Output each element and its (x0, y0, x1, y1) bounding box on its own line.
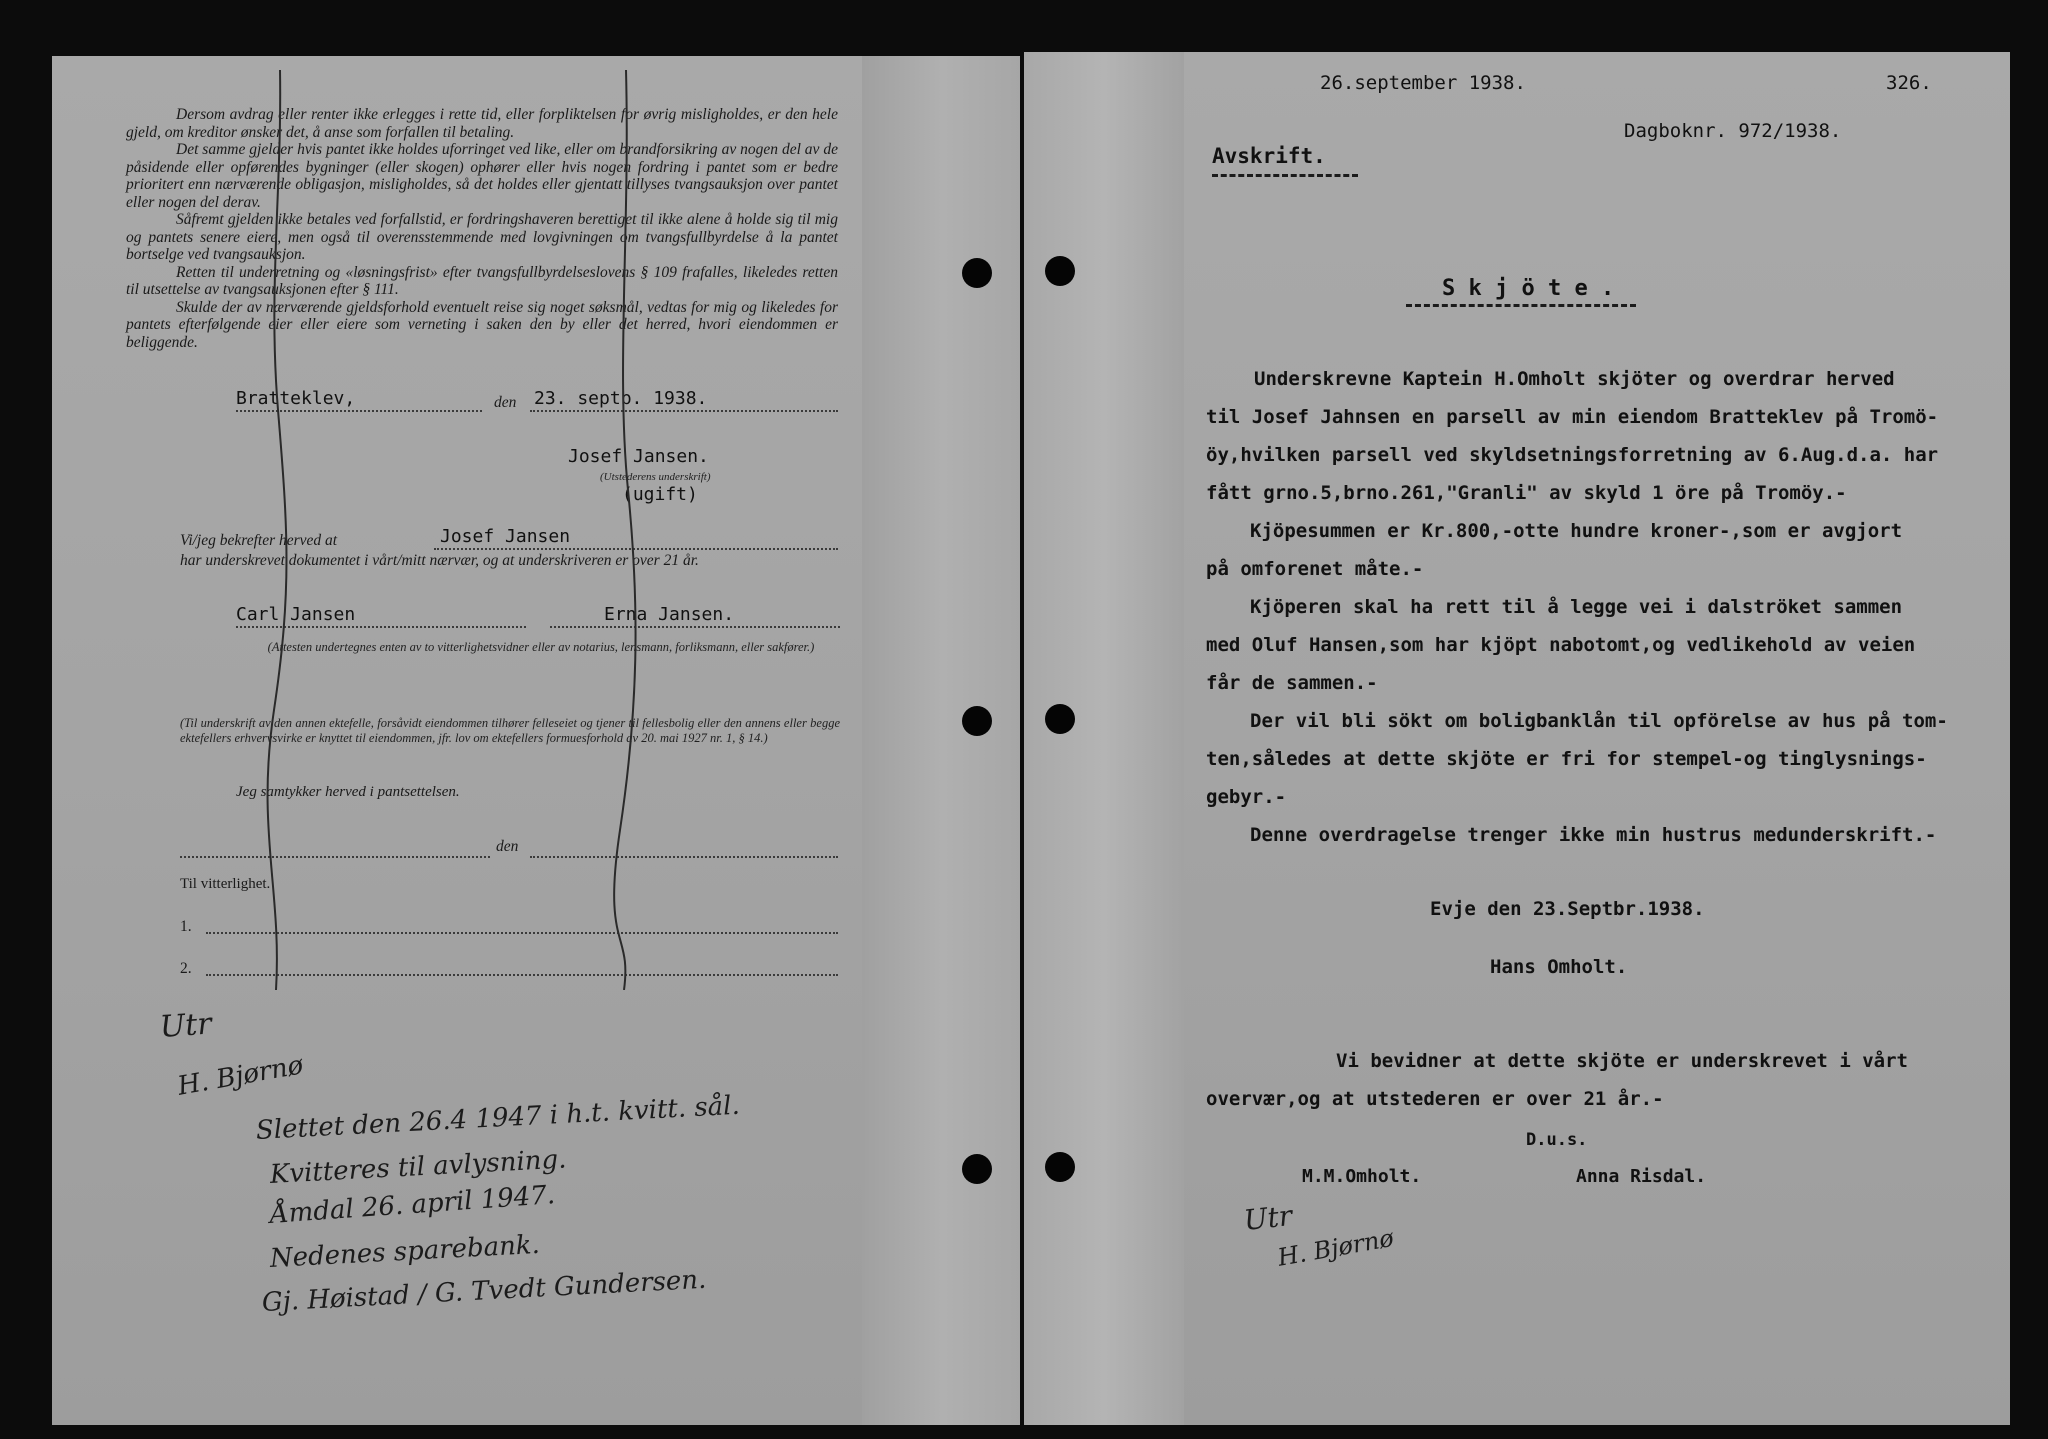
handwritten-note: Kvitteres til avlysning. (269, 1144, 568, 1190)
consent-text: Jeg samtykker herved i pantsettelsen. (236, 784, 460, 800)
right-page-margin (1024, 52, 1184, 1425)
body-line: Kjöperen skal ha rett til å legge vei i dalströket sammen (1250, 596, 1903, 618)
witness-number: 2. (180, 960, 192, 977)
document-title: S k j ö t e . (1442, 276, 1615, 301)
attest-note: (Attesten undertegnes enten av to vitterlighetsvidner eller av notarius, lensmann, forliksmann, eller sakfører.) (267, 640, 815, 654)
signer-name: Josef Jansen. (568, 446, 709, 467)
witness-number: 1. (180, 918, 192, 935)
body-line: Underskrevne Kaptein H.Omholt skjöter og overdrar herved (1254, 368, 1895, 390)
body-line: på omforenet måte.- (1206, 558, 1424, 580)
handwritten-signature: H. Bjørnø (1275, 1223, 1396, 1272)
body-line: til Josef Jahnsen en parsell av min eiendom Bratteklev på Tromö- (1206, 406, 1939, 428)
handwritten-note: Nedenes sparebank. (269, 1229, 541, 1274)
condition-paragraph: Skulde der av nærværende gjeldsforhold eventuelt reise sig noget søksmål, vedtas for mig og likeledes for pantets efterfølgende eier eller eiere som verneting i saken den by eller det herred, hvori eiendommen er beliggende. (126, 298, 838, 351)
underline (1212, 174, 1358, 177)
body-line: Der vil bli sökt om boligbanklån til opförelse av hus på tom- (1250, 710, 1948, 732)
witness-2-signature: Anna Risdal. (1576, 1166, 1707, 1187)
journal-number: Dagboknr. 972/1938. (1624, 120, 1842, 142)
body-line: öy,hvilken parsell ved skyldsetningsforretning av 6.Aug.d.a. har (1206, 444, 1939, 466)
spouse-note: (Til underskrift av den annen ektefelle, forsåvidt eiendommen tilhører felleseiet og tjener til fellesbolig eller den annens eller begge ektefellers erhvervsvirke er knyttet til eiendommen, jfr. lov om ektefellers formuesforhold av 20. mai 1927 nr. 1, § 14.) (180, 716, 840, 745)
condition-paragraph: Retten til underretning og «løsningsfrist» efter tvangsfullbyrdelseslovens § 109 frafalles, likeledes retten til utsettelse av tvangsauksjonen efter § 111. (126, 263, 838, 298)
binder-hole (1045, 1152, 1075, 1182)
body-line: får de sammen.- (1206, 672, 1378, 694)
copy-label: Avskrift. (1212, 144, 1326, 168)
binder-hole (1045, 256, 1075, 286)
binder-hole (962, 1154, 992, 1184)
witnesses-heading: Til vitterlighet. (180, 876, 271, 892)
condition-paragraph: Såfremt gjelden ikke betales ved forfallstid, er fordringshaveren berettiget til ikke alene å holde sig til mig og pantets senere eiere, men også til overensstemmende med lovgivningen om tvangsfullbyrdelse å la pantet bortselge ved tvangsauksjon. (126, 211, 838, 263)
dotted-line (530, 856, 838, 858)
handwritten-initials: Utr (1242, 1199, 1294, 1237)
handwritten-initials: Utr (158, 1006, 213, 1045)
dotted-line (180, 856, 490, 858)
den-label-2: den (496, 838, 519, 855)
body-line: Kjöpesummen er Kr.800,-otte hundre kroner-,som er avgjort (1250, 520, 1903, 542)
signer-caption: (Utstederens underskrift) (600, 471, 711, 483)
binder-hole (962, 706, 992, 736)
condition-paragraph: Dersom avdrag eller renter ikke erlegges i rette tid, eller forpliktelsen for øvrig misligholdes, er den hele gjeld, om kreditor ønsker det, å anse som forfallen til betaling. (126, 106, 838, 141)
binder-hole (962, 258, 992, 288)
witness-statement-rest: har underskrevet dokumentet i vårt/mitt nærvær, og at underskriveren er over 21 år. (180, 552, 699, 569)
witness-statement-subject: Josef Jansen (440, 526, 571, 547)
attest-line: Vi bevidner at dette skjöte er underskrevet i vårt (1336, 1050, 1908, 1072)
dus-label: D.u.s. (1526, 1130, 1588, 1150)
page-number: 326. (1886, 72, 1932, 94)
marital-status: (ugift) (622, 484, 698, 505)
handwritten-note: Slettet den 26.4 1947 i h.t. kvitt. sål. (255, 1090, 741, 1146)
handwritten-signature: H. Bjørnø (175, 1050, 306, 1102)
underline (1406, 304, 1636, 307)
right-page (1184, 52, 2010, 1425)
signing-place: Bratteklev, (236, 388, 356, 409)
cancellation-stroke (596, 70, 656, 990)
dotted-line (530, 410, 838, 412)
witness-statement-prefix: Vi/jeg bekrefter herved at (180, 532, 338, 549)
binder-hole (1045, 704, 1075, 734)
handwritten-signature: Gj. Høistad / G. Tvedt Gundersen. (261, 1264, 708, 1318)
seller-signature: Hans Omholt. (1490, 956, 1628, 978)
body-line: gebyr.- (1206, 786, 1287, 808)
condition-paragraph: Det samme gjelder hvis pantet ikke holdes uforringet ved like, eller om brandforsikring av nogen del av de påsidende eller opførendes bygninger (eller skogen) ophører eller hvis nogen fordring i pantet som er bedre prioritert enn nærværende obligasjon, misligholdes, så det holdes eller gjentatt tillyses tvangsauksjon over pantet eller nogen del derav. (126, 141, 838, 211)
attest-line: overvær,og at utstederen er over 21 år.- (1206, 1088, 1664, 1110)
witness-1-signature: M.M.Omholt. (1302, 1166, 1422, 1187)
body-line: Denne overdragelse trenger ikke min hustrus medunderskrift.- (1250, 824, 1937, 846)
header-date: 26.september 1938. (1320, 72, 1526, 94)
handwritten-note: Åmdal 26. april 1947. (268, 1180, 557, 1230)
body-line: ten,således at dette skjöte er fri for stempel-og tinglysnings- (1206, 748, 1927, 770)
body-line: med Oluf Hansen,som har kjöpt nabotomt,og vedlikehold av veien (1206, 634, 1916, 656)
cancellation-stroke (252, 70, 312, 990)
printed-conditions (126, 106, 838, 351)
den-label: den (494, 394, 517, 411)
place-date: Evje den 23.Septbr.1938. (1430, 898, 1705, 920)
page-fold (1020, 52, 1023, 1429)
witness-2-name: Erna Jansen. (604, 604, 735, 625)
dotted-line (550, 626, 840, 628)
left-page-margin (862, 56, 1022, 1425)
signing-date: 23. septb. 1938. (534, 388, 708, 409)
body-line: fått grno.5,brno.261,"Granli" av skyld 1 öre på Tromöy.- (1206, 482, 1847, 504)
witness-1-name: Carl Jansen (236, 604, 356, 625)
